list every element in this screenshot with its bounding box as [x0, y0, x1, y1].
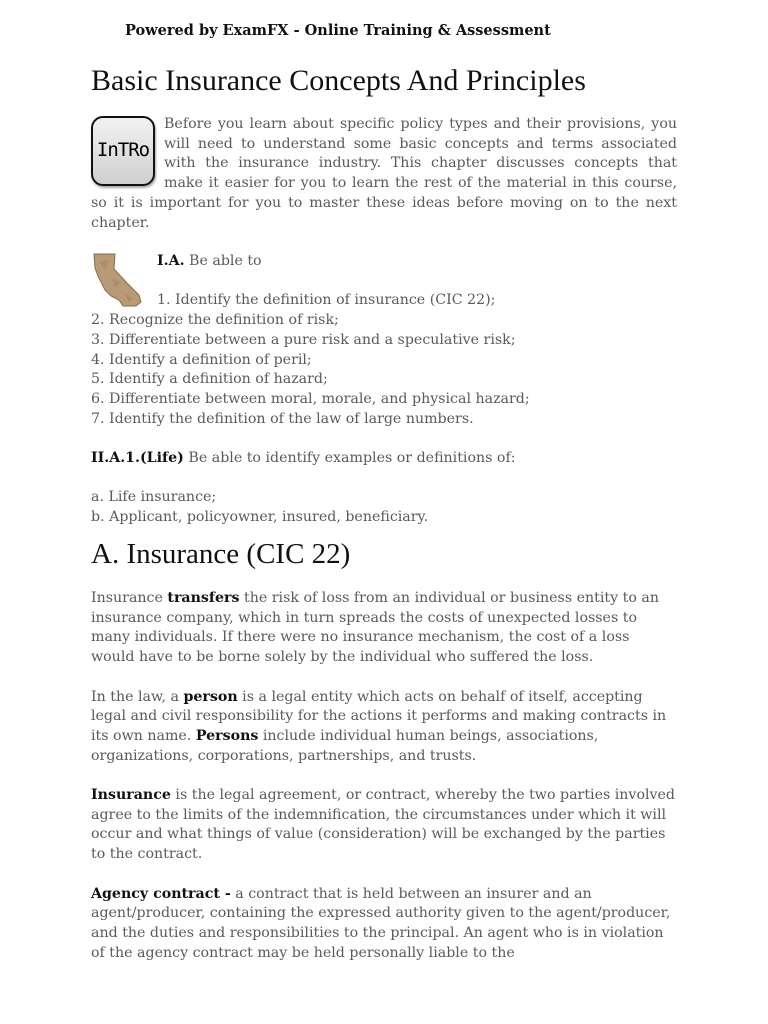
- text-run: Insurance: [91, 590, 168, 606]
- objectives-block: [91, 252, 677, 528]
- objective-item: b. Applicant, policyowner, insured, beneficiary.: [91, 509, 429, 526]
- text-run: is the legal agreement, or contract, whereby the two parties involved agree to the limits of the indemnification, the circumstances under which it will occur and what things of value (consideration) will be exchanged by the parties to the contract.: [91, 787, 676, 863]
- objective-item: 5. Identify a definition of hazard;: [91, 371, 328, 388]
- objective-item: 7. Identify the definition of the law of large numbers.: [91, 410, 474, 427]
- objectives-1-lead-text: Be able to: [184, 253, 262, 269]
- objective-item: 6. Differentiate between moral, morale, and physical hazard;: [91, 390, 530, 407]
- text-run: is a legal entity which acts on behalf of itself, accepting legal and civil responsibility for the actions it performs and making contracts in its own name.: [91, 688, 667, 744]
- paragraph-agency-contract: [91, 885, 677, 964]
- intro-block: [91, 115, 677, 233]
- bold-term: transfers: [167, 590, 240, 606]
- objective-item: a. Life insurance;: [91, 489, 217, 506]
- bold-term: person: [183, 688, 238, 705]
- objective-item: 4. Identify a definition of peril;: [91, 351, 312, 368]
- objectives-2-lead: [91, 449, 677, 469]
- section-content: [91, 589, 677, 983]
- objectives-1-code: I.A.: [157, 253, 185, 269]
- objectives-2-code: II.A.1.(Life): [91, 450, 184, 466]
- paragraph-insurance: [91, 786, 677, 865]
- objectives-1-lead: [91, 252, 677, 272]
- text-run: include individual human beings, associations, organizations, corporations, partnerships, and trusts.: [91, 727, 599, 764]
- bold-term: Persons: [195, 727, 259, 744]
- intro-badge-label: InTRo: [96, 139, 150, 162]
- california-state-icon: [91, 252, 145, 308]
- bold-term: Agency contract -: [91, 885, 231, 902]
- intro-badge-icon: [91, 116, 155, 186]
- bold-term: Insurance: [91, 787, 171, 803]
- text-run: a contract that is held between an insurer and an agent/producer, containing the expressed authority given to the agent/producer, and the duties and responsibilities to the principal. An agent who is in violation of the agency contract may be held personally liable to the: [91, 885, 671, 961]
- text-run: In the law, a: [91, 688, 184, 705]
- page-title: Basic Insurance Concepts And Principles: [91, 64, 586, 97]
- objective-item: 1. Identify the definition of insurance (CIC 22);: [157, 292, 496, 309]
- page-header: Powered by ExamFX - Online Training & Assessment: [125, 22, 551, 39]
- intro-paragraph: Before you learn about specific policy types and their provisions, you will need to understand some basic concepts and terms associated with the insurance industry. This chapter discusses concepts that make it easier for you to learn the rest of the material in this course, so it is important for you to master these ideas before moving on to the next chapter.: [91, 116, 677, 231]
- text-run: the risk of loss from an individual or business entity to an insurance company, which in turn spreads the costs of unexpected losses to many individuals. If there were no insurance mechanism, the cost of a loss would have to be borne solely by the individual who suffered the loss.: [91, 590, 659, 666]
- objective-item: 3. Differentiate between a pure risk and a speculative risk;: [91, 331, 516, 348]
- objectives-2-lead-text: Be able to identify examples or definitions of:: [183, 450, 516, 466]
- paragraph-transfers: [91, 589, 677, 668]
- objective-item: 2. Recognize the definition of risk;: [91, 312, 339, 329]
- paragraph-person: [91, 688, 677, 767]
- section-heading: A. Insurance (CIC 22): [91, 538, 351, 570]
